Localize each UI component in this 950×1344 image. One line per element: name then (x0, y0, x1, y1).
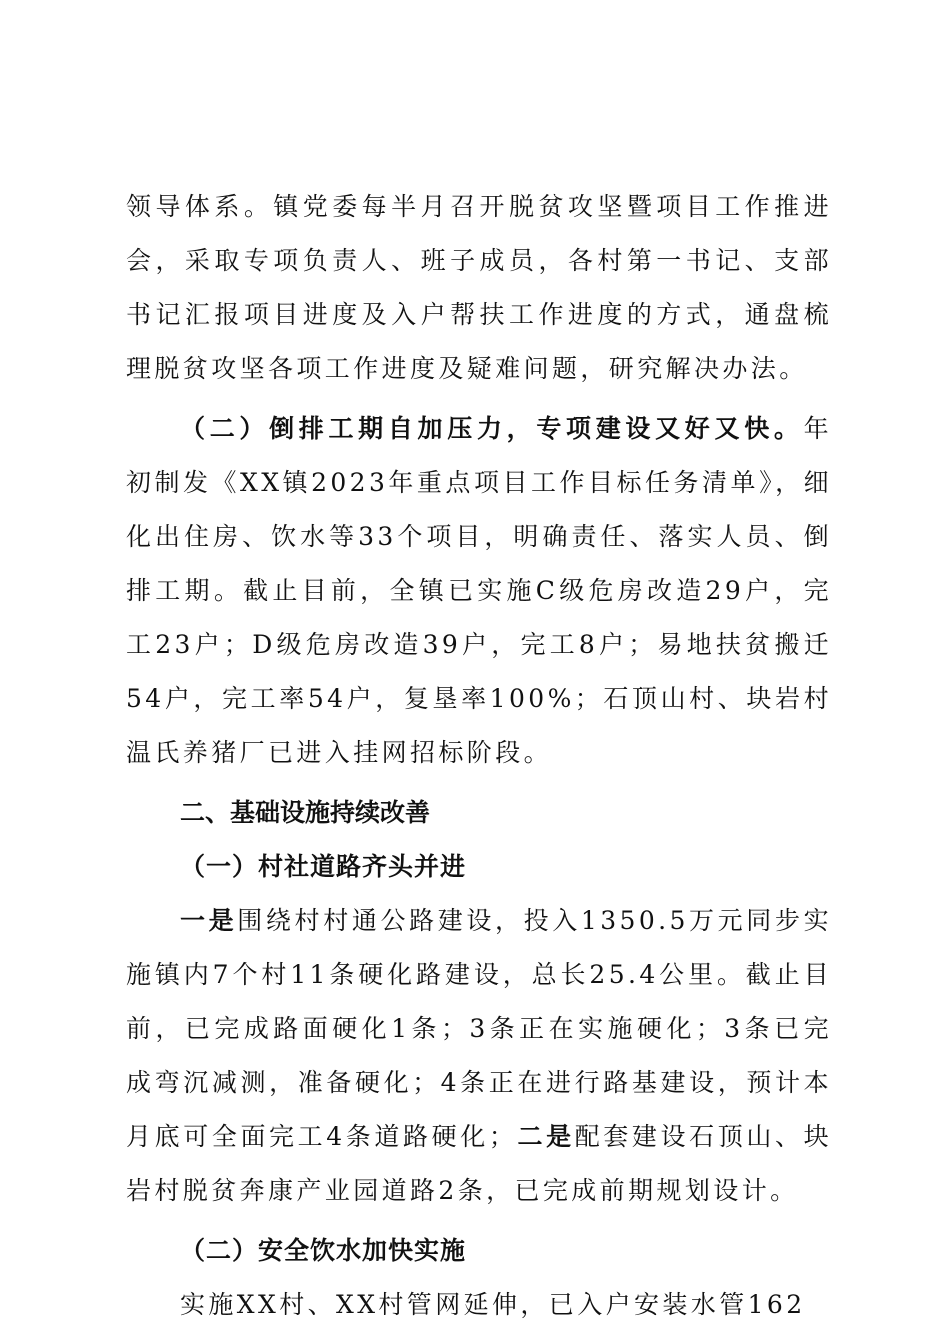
paragraph-lead-second: 二是 (517, 1122, 575, 1151)
paragraph-water: 实施XX村、XX村管网延伸，已入户安装水管162 (180, 1290, 806, 1319)
paragraph-text: 年初制发《XX镇2023年重点项目工作目标任务清单》，细化出住房、饮水等33个项目，明确责任、落实人员、倒排工期。截止目前，全镇已实施C级危房改造29户，完工23户；D级危房改造39户，完工8户；易地扶贫搬迁54户，完工率54户，复垦率100%；石顶山村、块岩村温氏养猪厂已进入挂网招标阶段。 (126, 414, 832, 767)
paragraph-leadership-system (126, 180, 832, 396)
paragraph-schedule (126, 402, 832, 780)
paragraph-lead-heading: （二）倒排工期自加压力，专项建设又好又快。 (180, 414, 804, 443)
paragraph-text: 围绕村村通公路建设，投入1350.5万元同步实施镇内7个村11条硬化路建设，总长25.4公里。截止目前，已完成路面硬化1条；3条正在实施硬化；3条已完成弯沉减测，准备硬化；4条正在进行路基建设，预计本月底可全面完工4条道路硬化； (126, 906, 832, 1151)
paragraph-lead-first: 一是 (180, 906, 238, 935)
subsection-heading-roads: （一）村社道路齐头并进 (180, 852, 467, 881)
section-heading-infrastructure: 二、基础设施持续改善 (180, 798, 431, 827)
paragraph-text: 领导体系。镇党委每半月召开脱贫攻坚暨项目工作推进会，采取专项负责人、班子成员，各村第一书记、支部书记汇报项目进度及入户帮扶工作进度的方式，通盘梳理脱贫攻坚各项工作进度及疑难问题，研究解决办法。 (126, 192, 832, 383)
subsection-heading-water: （二）安全饮水加快实施 (180, 1236, 467, 1265)
paragraph-roads (126, 894, 832, 1218)
paragraph-text: 配套建设石顶山、块岩村脱贫奔康产业园道路2条，已完成前期规划设计。 (126, 1122, 832, 1205)
document-body (126, 180, 832, 1332)
